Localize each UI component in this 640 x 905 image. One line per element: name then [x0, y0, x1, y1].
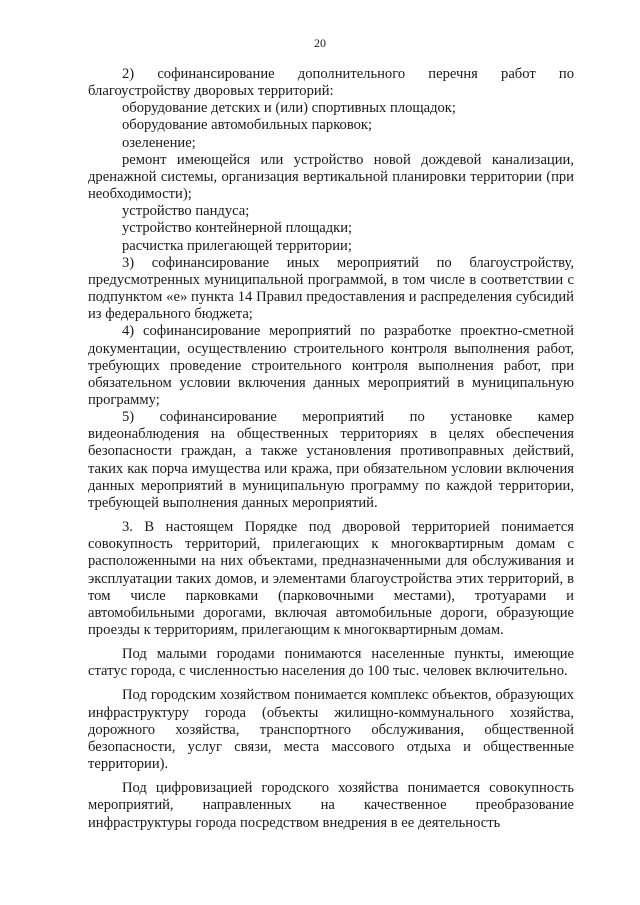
- paragraph-section-3: 3. В настоящем Порядке под дворовой территорией понимается совокупность территорий, прилегающих к многоквартирным домам с расположенными на них объектами, предназначенными для обслуживания и эксплуатации таких домов, и элементами благоустройства этих территорий, в том числе парковками (парковочными местами), тротуарами и автомобильными дорогами, включая автомобильные дороги, образующие проезды к территориям, прилегающим к многоквартирным домам.: [88, 519, 574, 638]
- paragraph-digitalization: Под цифровизацией городского хозяйства понимается совокупность мероприятий, направленных на качественное преобразование инфраструктуры города посредством внедрения в ее деятельность: [88, 780, 574, 831]
- list-item: устройство контейнерной площадки;: [122, 220, 353, 237]
- document-body: [88, 66, 574, 832]
- paragraph-small-towns: Под малыми городами понимаются населенные пункты, имеющие статус города, с численностью населения до 100 тыс. человек включительно.: [88, 646, 574, 680]
- paragraph-item-5: 5) софинансирование мероприятий по установке камер видеонаблюдения на общественных территориях в целях обеспечения безопасности граждан, а также установления противоправных действий, таких как порча имущества или кража, при обязательном условии включения данных мероприятий в муниципальную программу по каждой территории, требующей выполнения данных мероприятий.: [88, 409, 574, 511]
- list-item: озеленение;: [122, 134, 196, 151]
- paragraph-item-3: 3) софинансирование иных мероприятий по благоустройству, предусмотренных муниципальной программой, в том числе в соответствии с подпунктом «е» пункта 14 Правил предоставления и распределения субсидий из федерального бюджета;: [88, 254, 574, 323]
- list-item: ремонт имеющейся или устройство новой дождевой канализации, дренажной системы, организация вертикальной планировки территории (при необходимости);: [88, 151, 574, 203]
- list-item: оборудование автомобильных парковок;: [122, 117, 373, 134]
- list-item: расчистка прилегающей территории;: [122, 237, 352, 254]
- paragraph-urban-economy: Под городским хозяйством понимается комплекс объектов, образующих инфраструктуру города (объекты жилищно-коммунального хозяйства, дорожного хозяйства, транспортного обслуживания, общественной безопасности, услуг связи, места массового отдыха и общественные территории).: [88, 687, 574, 773]
- page-number: 20: [314, 36, 326, 50]
- list-item: оборудование детских и (или) спортивных площадок;: [122, 100, 456, 117]
- list-item: устройство пандуса;: [122, 203, 250, 220]
- paragraph-item-2: 2) софинансирование дополнительного перечня работ по благоустройству дворовых территорий:: [88, 66, 574, 100]
- paragraph-item-4: 4) софинансирование мероприятий по разработке проектно-сметной документации, осуществлению строительного контроля выполнения работ, требующих проведение строительного контроля выполнения работ, при обязательном условии включения данных мероприятий в муниципальную программу;: [88, 323, 574, 408]
